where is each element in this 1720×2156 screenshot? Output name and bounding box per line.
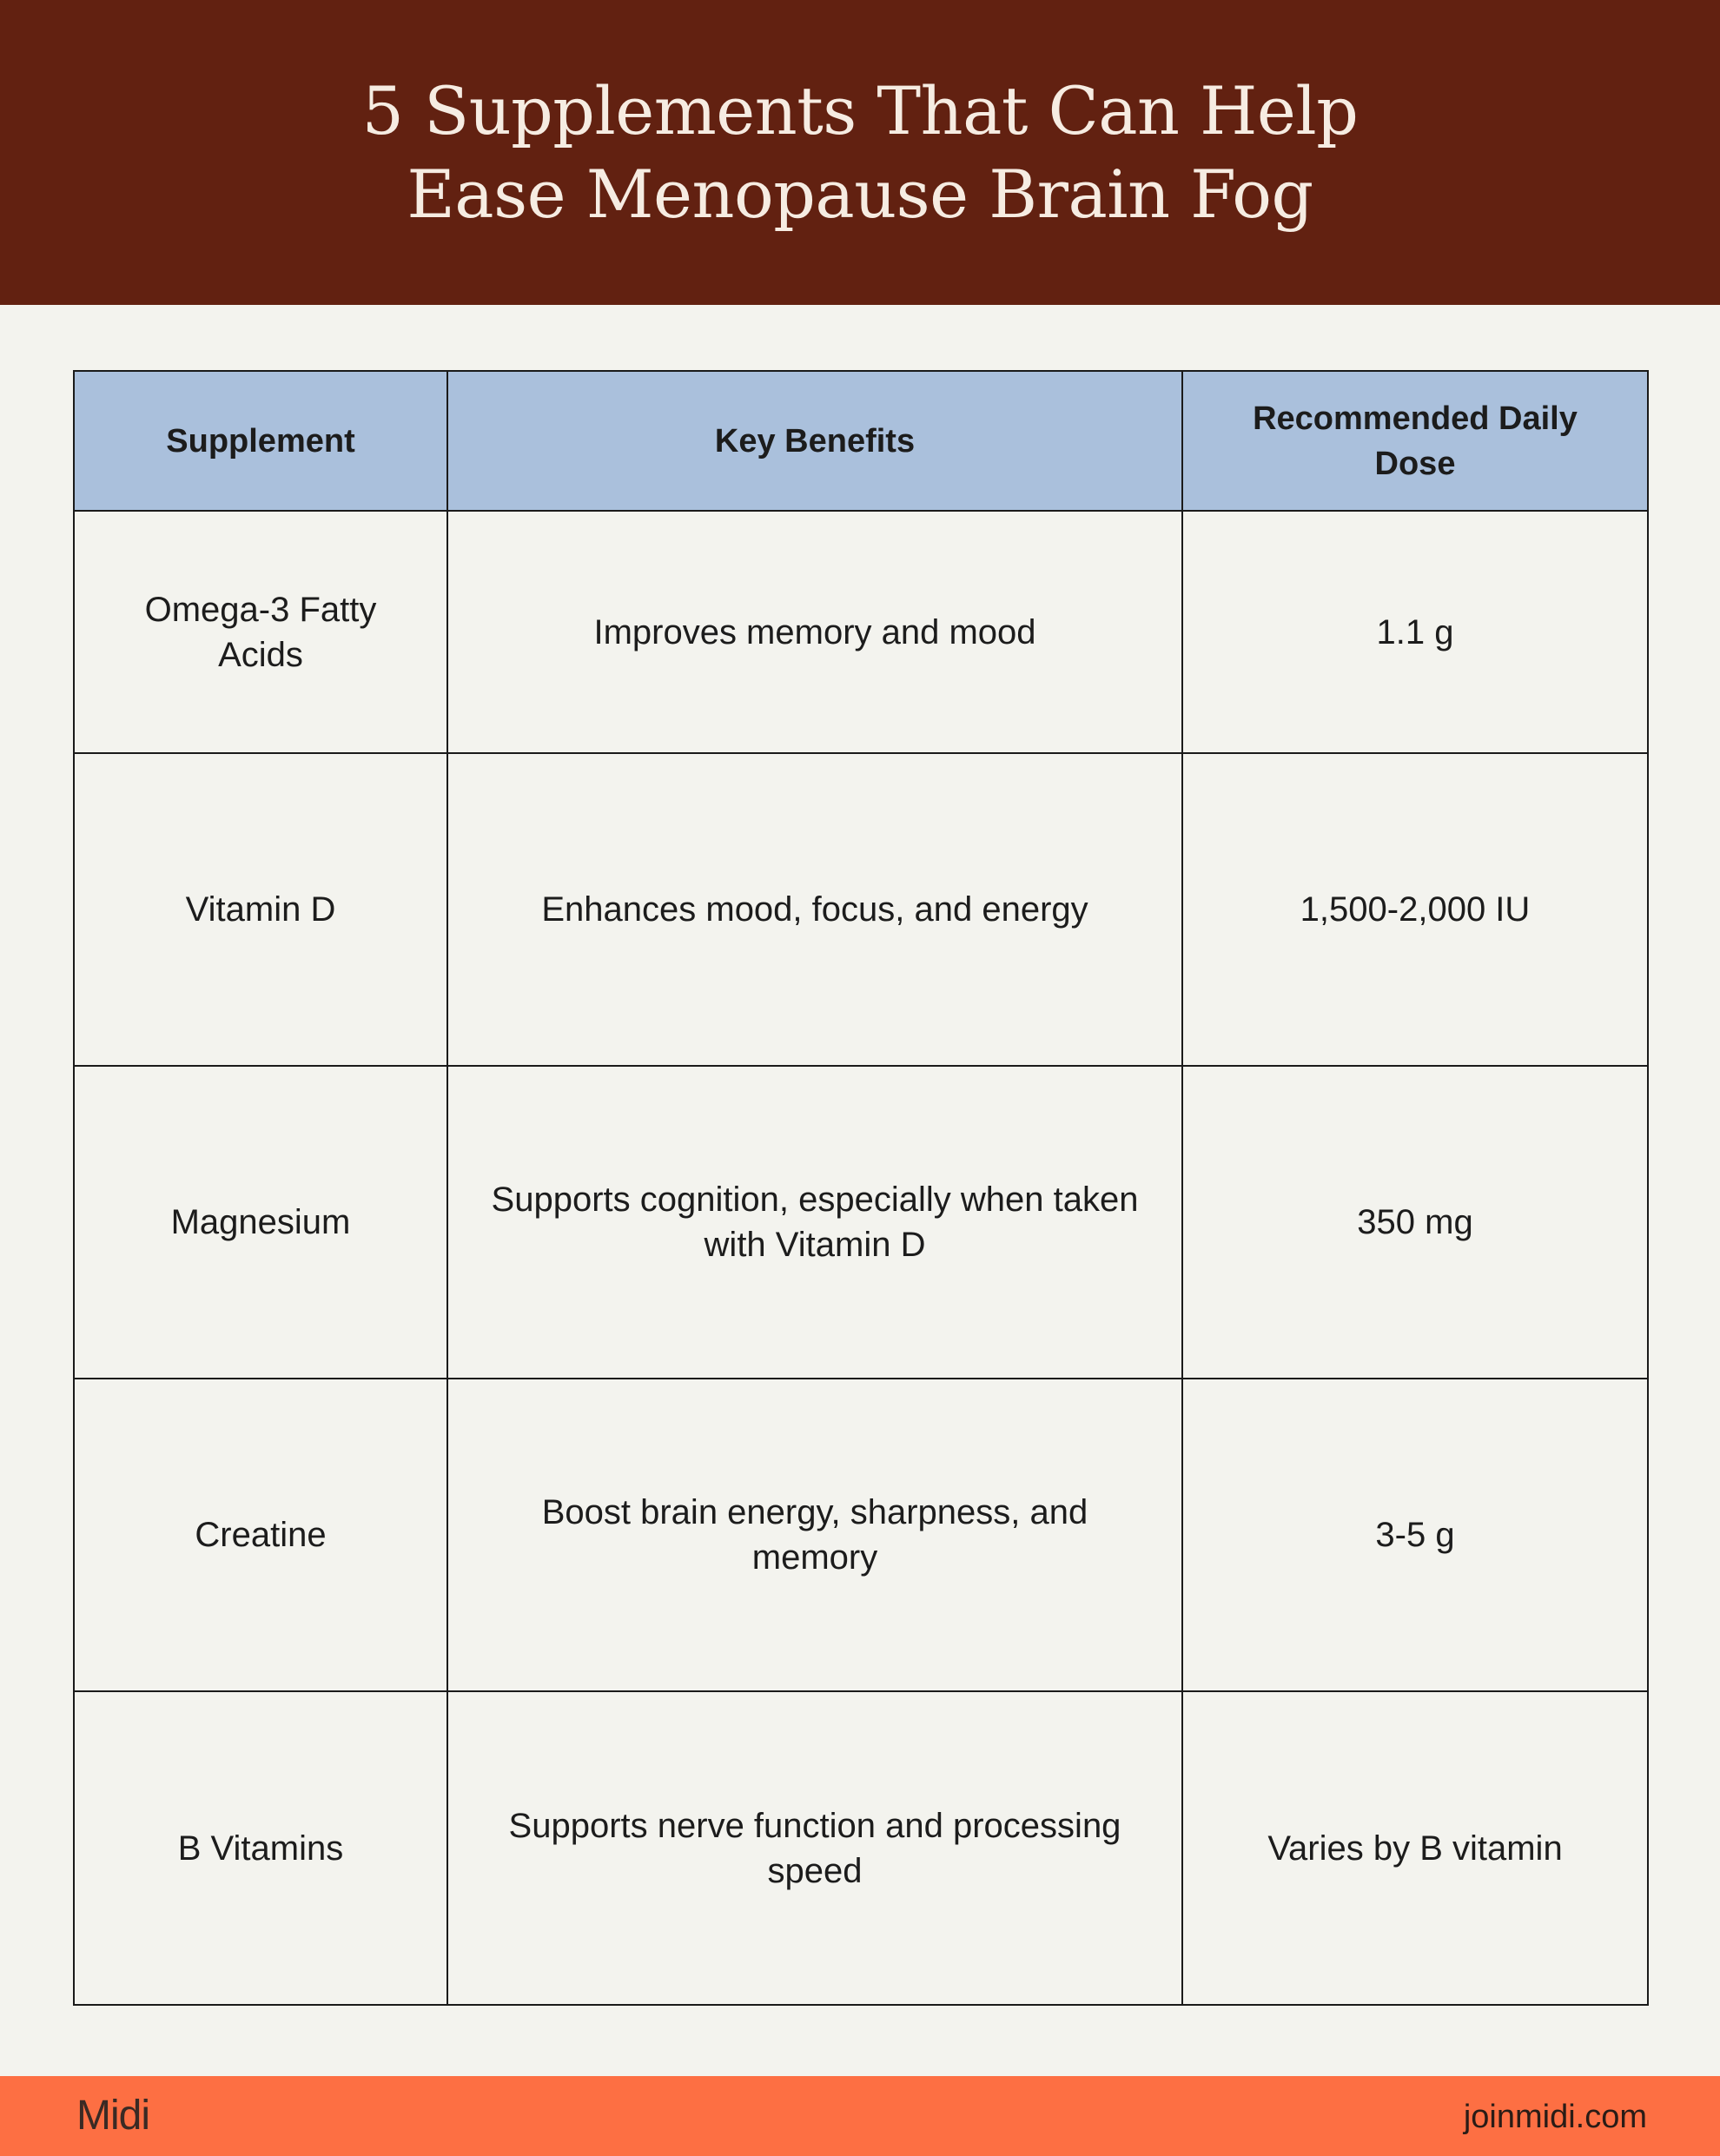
- table-row: [74, 511, 1648, 753]
- column-header-key-benefits: Key Benefits: [447, 371, 1182, 511]
- table-row: [74, 1379, 1648, 1691]
- column-header-recommended-dose: Recommended Daily Dose: [1182, 371, 1648, 511]
- supplement-cell: Omega-3 Fatty Acids: [74, 511, 447, 753]
- benefit-cell: Supports nerve function and processing speed: [447, 1691, 1182, 2005]
- benefit-cell: Boost brain energy, sharpness, and memory: [447, 1379, 1182, 1691]
- website-link[interactable]: joinmidi.com: [1463, 2099, 1647, 2135]
- supplement-cell: Vitamin D: [74, 753, 447, 1066]
- column-header-supplement: Supplement: [74, 371, 447, 511]
- header-banner: [0, 0, 1720, 305]
- table-row: [74, 1691, 1648, 2005]
- table-header-row: [74, 371, 1648, 511]
- dose-cell: Varies by B vitamin: [1182, 1691, 1648, 2005]
- supplement-cell: Magnesium: [74, 1066, 447, 1379]
- supplement-cell: B Vitamins: [74, 1691, 447, 2005]
- benefit-cell: Supports cognition, especially when taken with Vitamin D: [447, 1066, 1182, 1379]
- supplements-table: [73, 370, 1649, 2006]
- table-row: [74, 1066, 1648, 1379]
- page-title: 5 Supplements That Can Help Ease Menopause Brain Fog: [361, 71, 1359, 233]
- benefit-cell: Improves memory and mood: [447, 511, 1182, 753]
- supplement-cell: Creatine: [74, 1379, 447, 1691]
- dose-cell: 350 mg: [1182, 1066, 1648, 1379]
- table-row: [74, 753, 1648, 1066]
- dose-cell: 1,500-2,000 IU: [1182, 753, 1648, 1066]
- footer-bar: [0, 2076, 1720, 2156]
- brand-logo: Midi: [76, 2093, 150, 2139]
- dose-cell: 1.1 g: [1182, 511, 1648, 753]
- benefit-cell: Enhances mood, focus, and energy: [447, 753, 1182, 1066]
- supplements-table-container: [73, 370, 1647, 2002]
- dose-cell: 3-5 g: [1182, 1379, 1648, 1691]
